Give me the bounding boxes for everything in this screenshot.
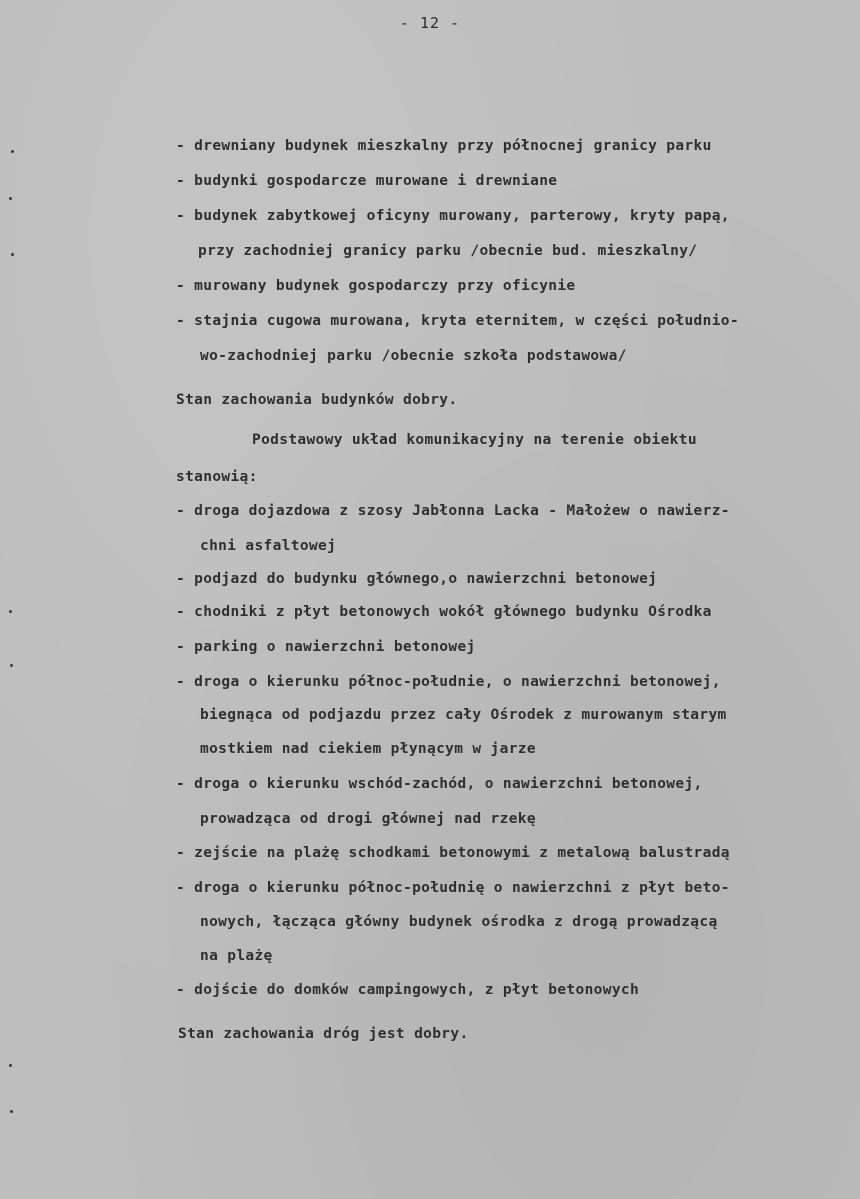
text-line: Stan zachowania dróg jest dobry.	[178, 1026, 469, 1042]
text-line: - parking o nawierzchni betonowej	[176, 639, 476, 655]
text-line: na plażę	[200, 948, 273, 964]
text-line: Podstawowy układ komunikacyjny na terenie obiektu	[252, 432, 697, 448]
text-line: biegnąca od podjazdu przez cały Ośrodek z murowanym starym	[200, 707, 727, 723]
margin-dot	[9, 197, 12, 200]
text-line: Stan zachowania budynków dobry.	[176, 392, 458, 408]
text-line: nowych, łącząca główny budynek ośrodka z drogą prowadzącą	[200, 914, 718, 930]
page-number: - 12 -	[399, 14, 461, 32]
text-line: chni asfaltowej	[200, 538, 337, 554]
text-line: - budynki gospodarcze murowane i drewniane	[176, 173, 558, 189]
text-line: przy zachodniej granicy parku /obecnie bud. mieszkalny/	[198, 243, 698, 259]
text-line: - stajnia cugowa murowana, kryta eternitem, w części południo-	[176, 313, 739, 329]
text-line: stanowią:	[176, 469, 258, 485]
text-line: prowadząca od drogi głównej nad rzekę	[200, 811, 536, 827]
text-line: - dojście do domków campingowych, z płyt betonowych	[176, 982, 640, 998]
margin-dot	[9, 1064, 12, 1067]
text-line: - droga o kierunku północ-południę o nawierzchni z płyt beto-	[176, 880, 730, 896]
text-line: wo-zachodniej parku /obecnie szkoła podstawowa/	[200, 348, 627, 364]
text-line: mostkiem nad ciekiem płynącym w jarze	[200, 741, 536, 757]
text-line: - podjazd do budynku głównego,o nawierzchni betonowej	[176, 571, 658, 587]
text-line: - droga o kierunku północ-południe, o nawierzchni betonowej,	[176, 674, 721, 690]
margin-dot	[10, 664, 13, 667]
text-line: - chodniki z płyt betonowych wokół głównego budynku Ośrodka	[176, 604, 712, 620]
margin-dot	[11, 253, 14, 256]
margin-dot	[9, 610, 12, 613]
text-line: - drewniany budynek mieszkalny przy północnej granicy parku	[176, 138, 712, 154]
margin-dot	[10, 1110, 13, 1113]
text-line: - droga o kierunku wschód-zachód, o nawierzchni betonowej,	[176, 776, 703, 792]
text-line: - murowany budynek gospodarczy przy oficynie	[176, 278, 576, 294]
text-line: - droga dojazdowa z szosy Jabłonna Lacka - Małożew o nawierz-	[176, 503, 730, 519]
text-line: - budynek zabytkowej oficyny murowany, parterowy, kryty papą,	[176, 208, 730, 224]
text-line: - zejście na plażę schodkami betonowymi z metalową balustradą	[176, 845, 730, 861]
margin-dot	[11, 150, 14, 153]
